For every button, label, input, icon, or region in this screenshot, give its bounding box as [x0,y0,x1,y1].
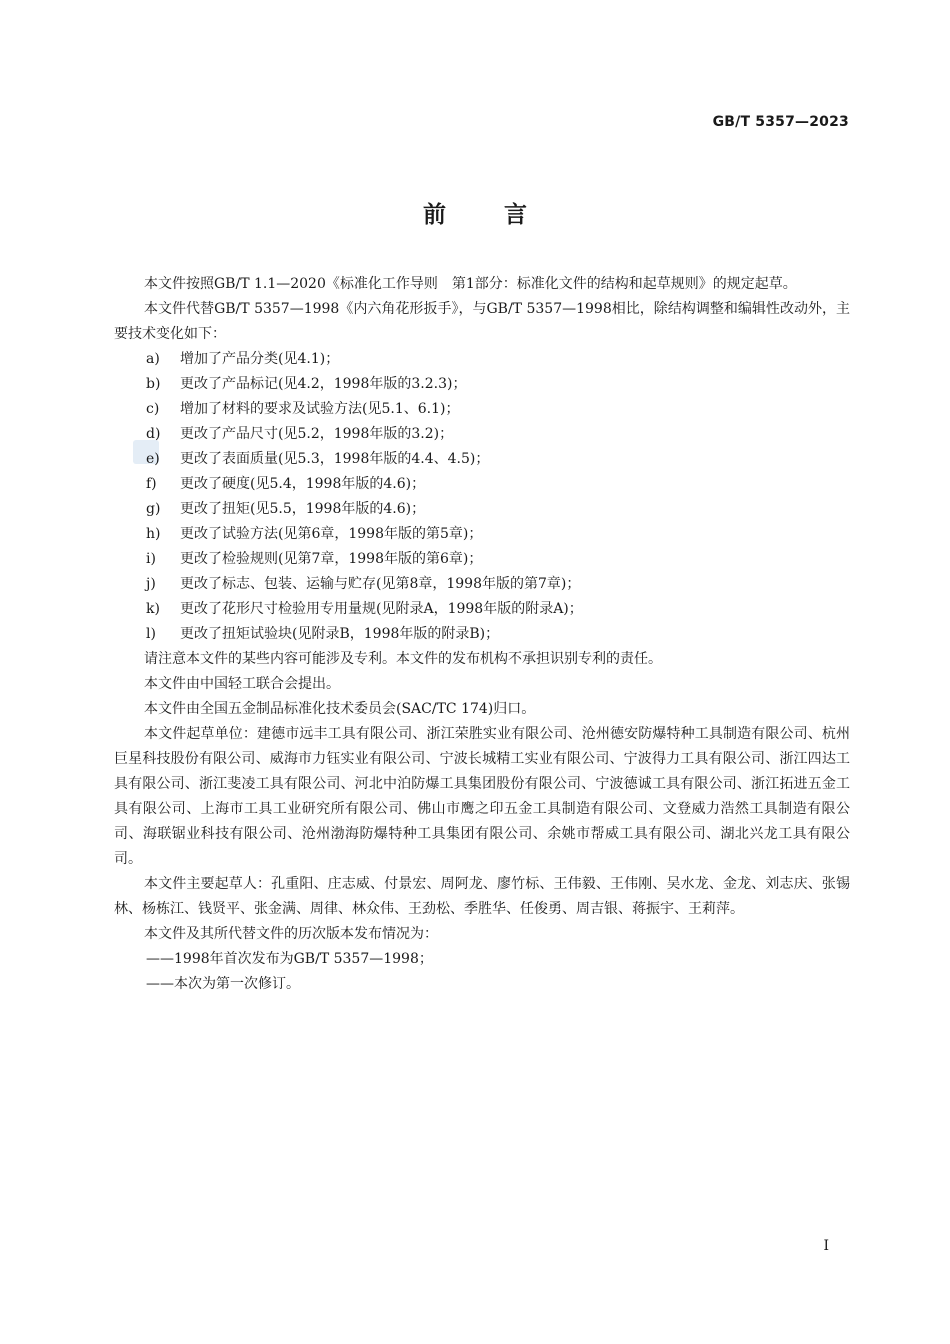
list-item-text: 增加了产品分类(见4.1)； [180,351,340,367]
list-item [114,372,850,397]
foreword-body [114,272,850,997]
paragraph-drafting-rules: 本文件按照GB/T 1.1—2020《标准化工作导则 第1部分：标准化文件的结构和起草规则》的规定起草。 [144,276,797,292]
list-item-text: 更改了表面质量(见5.3，1998年版的4.4、4.5)； [180,451,490,467]
paragraph-committee: 本文件由全国五金制品标准化技术委员会(SAC/TC 174)归口。 [144,701,536,717]
list-item-text: 更改了检验规则(见第7章，1998年版的第6章)； [180,551,483,567]
list-item-text: 增加了材料的要求及试验方法(见5.1、6.1)； [180,401,460,417]
list-item-text: 更改了花形尺寸检验用专用量规(见附录A，1998年版的附录A)； [180,601,583,617]
list-item [114,622,850,647]
list-item-label: k) [146,601,160,617]
paragraph-replaces: 本文件代替GB/T 5357—1998《内六角花形扳手》，与GB/T 5357—1998相比，除结构调整和编辑性改动外，主要技术变化如下： [114,301,850,342]
standard-code: GB/T 5357—2023 [712,114,849,130]
paragraph-drafters: 本文件主要起草人：孔重阳、庄志威、付景宏、周阿龙、廖竹标、王伟毅、王伟刚、吴水龙、金龙、刘志庆、张锡林、杨栋江、钱贤平、张金满、周律、林众伟、王劲松、季胜华、任俊勇、周吉银、蒋振宇、王莉萍。 [114,876,850,917]
list-item-label: l) [146,626,156,642]
list-item-label: e) [146,451,160,467]
list-item-text: 更改了标志、包装、运输与贮存(见第8章，1998年版的第7章)； [180,576,581,592]
changes-list [114,347,850,647]
paragraph-drafting-units: 本文件起草单位：建德市远丰工具有限公司、浙江荣胜实业有限公司、沧州德安防爆特种工具制造有限公司、杭州巨星科技股份有限公司、威海市力钰实业有限公司、宁波长城精工实业有限公司、宁波得力工具有限公司、浙江四达工具有限公司、浙江斐凌工具有限公司、河北中泊防爆工具集团股份有限公司、宁波德诚工具有限公司、浙江拓进五金工具有限公司、上海市工具工业研究所有限公司、佛山市鹰之印五金工具制造有限公司、文登威力浩然工具制造有限公司、海联锯业科技有限公司、沧州渤海防爆特种工具集团有限公司、余姚市帮威工具有限公司、湖北兴龙工具有限公司。 [114,726,850,867]
list-item [114,347,850,372]
page-title: 前言 [423,202,585,228]
history-item: ——本次为第一次修订。 [146,976,300,992]
list-item-label: a) [146,351,160,367]
list-item [114,547,850,572]
paragraph-proposer: 本文件由中国轻工联合会提出。 [144,676,340,692]
list-item-label: g) [146,501,161,517]
list-item-label: f) [146,476,157,492]
list-item-label: i) [146,551,156,567]
list-item-text: 更改了产品标记(见4.2，1998年版的3.2.3)； [180,376,467,392]
list-item [114,472,850,497]
list-item-label: h) [146,526,161,542]
list-item-label: j) [146,576,156,592]
list-item-text: 更改了扭矩试验块(见附录B，1998年版的附录B)； [180,626,500,642]
list-item [114,422,850,447]
page-number: I [823,1238,829,1254]
list-item-label: d) [146,426,161,442]
history-item: ——1998年首次发布为GB/T 5357—1998； [146,951,433,967]
list-item-label: c) [146,401,160,417]
list-item [114,597,850,622]
list-item-text: 更改了硬度(见5.4，1998年版的4.6)； [180,476,426,492]
list-item [114,397,850,422]
list-item [114,522,850,547]
list-item [114,572,850,597]
paragraph-history-intro: 本文件及其所代替文件的历次版本发布情况为： [144,926,438,942]
list-item-text: 更改了扭矩(见5.5，1998年版的4.6)； [180,501,426,517]
list-item-text: 更改了试验方法(见第6章，1998年版的第5章)； [180,526,483,542]
list-item [114,497,850,522]
list-item-label: b) [146,376,161,392]
paragraph-patent-notice: 请注意本文件的某些内容可能涉及专利。本文件的发布机构不承担识别专利的责任。 [144,651,662,667]
list-item [114,447,850,472]
list-item-text: 更改了产品尺寸(见5.2，1998年版的3.2)； [180,426,454,442]
